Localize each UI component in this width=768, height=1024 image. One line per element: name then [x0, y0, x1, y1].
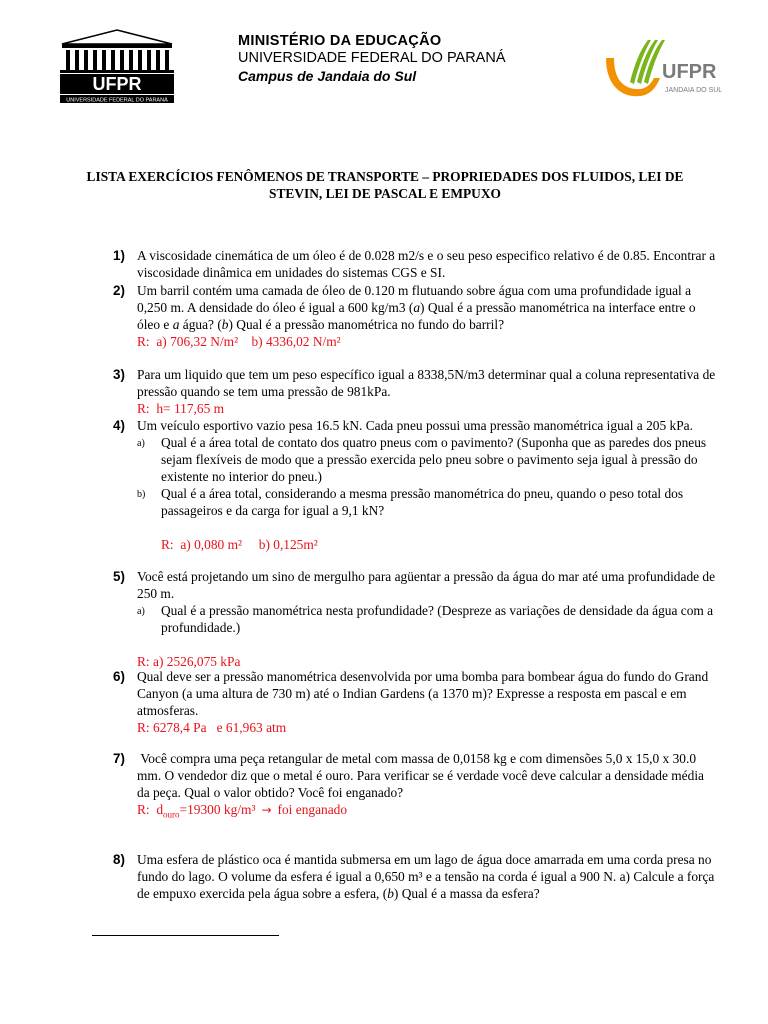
question-number: 1): [113, 248, 125, 263]
question-text: A viscosidade cinemática de um óleo é de 0.028 m2/s e o seu peso especifico relativo é de 0.85. Encontrar a viscosidade dinâmica em unidades do sistemas CGS e SI.: [137, 248, 716, 280]
sub-text: Qual é a pressão manométrica nesta profundidade? (Despreze as variações de densidade da água com a profundidade.): [161, 603, 714, 635]
sub-question-a: [137, 602, 717, 636]
sub-label: b): [137, 489, 146, 500]
question-number: 4): [113, 418, 125, 433]
sub-question-a: [137, 434, 717, 485]
answer-text: R: a) 0,080 m² b) 0,125m²: [161, 537, 318, 552]
question-text: Uma esfera de plástico oca é mantida submersa em um lago de água doce amarrada em uma corda presa no fundo do lago. O volume da esfera é igual a 0,650 m³ e a tensão na corda é igual a 900 N. a) Calcule a força de empuxo exercida pela água sobre a esfera, (b) Qual é a massa da esfera?: [137, 852, 715, 901]
sub-label: a): [137, 438, 145, 449]
ufpr-building-logo: [58, 28, 176, 104]
question-2: [113, 282, 717, 350]
ministry-title: MINISTÉRIO DA EDUCAÇÃO: [238, 33, 442, 49]
question-text: Qual deve ser a pressão manométrica desenvolvida por uma bomba para bombear água do fundo do Grand Canyon (a uma altura de 730 m) até o Indian Gardens (a 1370 m)? Expresse a resposta em pascal e em atmosferas.: [137, 669, 709, 718]
sub-text: Qual é a área total de contato dos quatro pneus com o pavimento? (Suponha que as paredes dos pneus sejam flexíveis de modo que a pressão exercida pelo pneu sobre o pavimento seja igual à pressão do existente no interior do pneu.): [161, 435, 707, 484]
ufpr-jandaia-logo: [604, 38, 722, 102]
logo-right-caption: JANDAIA DO SUL: [665, 87, 722, 94]
answer-text: R: $d_{ouro}=19300$ kg/m³ → foi enganado: [137, 802, 348, 820]
sub-question-b: [137, 485, 717, 519]
question-1: [113, 247, 717, 281]
question-5: [113, 568, 717, 670]
logo-right-text: UFPR: [662, 61, 717, 83]
question-number: 8): [113, 852, 125, 867]
question-number: 7): [113, 751, 125, 766]
question-text: Você compra uma peça retangular de metal com massa de 0,0158 kg e com dimensões 5,0 x 15,0 x 30.0 mm. O vendedor diz que o metal é ouro. Para verificar se é verdade você deve calcular a densidade média da peça. Qual o valor obtido? Você foi enganado?: [137, 751, 708, 800]
question-text: Um veículo esportivo vazio pesa 16.5 kN. Cada pneu possui uma pressão manométrica igual a 205 kPa.: [137, 418, 693, 433]
question-text: Para um liquido que tem um peso específico igual a 8338,5N/m3 determinar qual a coluna representativa de pressão quando se tem uma pressão de 981kPa.: [137, 367, 716, 399]
sub-text: Qual é a área total, considerando a mesma pressão manométrica do pneu, quando o peso total dos passageiros e da carga for igual a 9,1 kN?: [161, 486, 684, 518]
university-title: UNIVERSIDADE FEDERAL DO PARANÁ: [238, 50, 506, 66]
answer-text: R: 6278,4 Pa e 61,963 atm: [137, 720, 287, 735]
campus-title: Campus de Jandaia do Sul: [238, 68, 417, 84]
answer-text: R: a) 2526,075 kPa: [137, 654, 241, 669]
question-number: 3): [113, 367, 125, 382]
answer-text: R: a) 706,32 N/m² b) 4336,02 N/m²: [137, 334, 341, 349]
question-text: Você está projetando um sino de mergulho para agüentar a pressão da água do mar até uma profundidade de 250 m.: [137, 569, 716, 601]
question-number: 6): [113, 669, 125, 684]
right-arrow-icon: →: [261, 803, 272, 817]
answer-text: R: h= 117,65 m: [137, 401, 225, 416]
question-8: [113, 851, 717, 902]
sub-label: a): [137, 606, 145, 617]
question-number: 5): [113, 569, 125, 584]
question-6: [113, 668, 717, 736]
question-7: [113, 750, 717, 824]
question-text: Um barril contém uma camada de óleo de 0.120 m flutuando sobre água com uma profundidade igual a 0,250 m. A densidade do óleo é igual a 600 kg/m3 (a) Qual é a pressão manométrica na interface entre o óleo e a água? (b) Qual é a pressão manométrica no fundo do barril?: [137, 283, 696, 332]
header-block: [238, 33, 506, 85]
logo-left-caption: UNIVERSIDADE FEDERAL DO PARANÁ: [66, 97, 168, 104]
question-number: 2): [113, 283, 125, 298]
logo-left-text: UFPR: [92, 74, 142, 94]
question-4: [113, 417, 717, 553]
footnote-divider: [92, 935, 279, 936]
question-3: [113, 366, 717, 417]
document-title: LISTA EXERCÍCIOS FENÔMENOS DE TRANSPORTE – PROPRIEDADES DOS FLUIDOS, LEI DE STEVIN, LEI DE PASCAL E EMPUXO: [86, 169, 684, 201]
